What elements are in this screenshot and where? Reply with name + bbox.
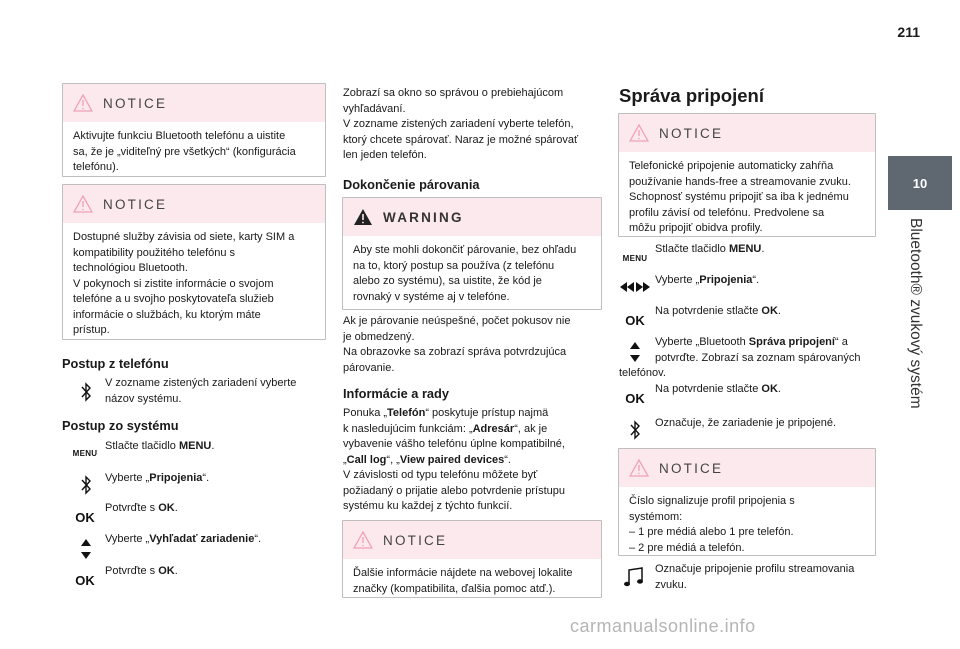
- notice-line: V pokynoch si zistite informácie o svojom: [73, 277, 274, 290]
- notice-box-5: [618, 448, 876, 556]
- notice-box-1: [62, 83, 326, 177]
- notice-title: NOTICE: [103, 196, 168, 212]
- warning-icon: [353, 208, 373, 226]
- notice-line: sa, že je „viditeľný pre všetkých“ (konfigurácia: [73, 145, 296, 158]
- ok-button-icon: OK: [75, 509, 95, 525]
- warning-line: alebo zo systému), sa uistite, že kód je: [353, 275, 542, 287]
- bluetooth-icon: [80, 380, 92, 404]
- notice-box-3: [342, 520, 602, 598]
- system-step-1: Stlačte tlačidlo MENU.: [105, 440, 215, 452]
- page-number: 211: [897, 24, 920, 40]
- up-down-arrows-icon: [80, 538, 92, 560]
- notice-line: Schopnosť systému pripojiť sa iba k jednému: [629, 191, 849, 203]
- notice-warning-icon: [629, 459, 649, 477]
- notice-line: Číslo signalizuje profil pripojenia s: [629, 495, 795, 507]
- notice-line: používanie hands-free a streamovanie zvuku.: [629, 175, 851, 188]
- pairing-fail-paragraph: Ak je párovanie neúspešné, počet pokusov nie je obmedzený. Na obrazovke sa zobrazí správa potvrdzujúca párovanie.: [343, 315, 571, 374]
- notice-warning-icon: [353, 531, 373, 549]
- notice-line: profilu závisí od telefónu. Predvolene sa: [629, 206, 825, 219]
- notice-line: môžu pripojiť obidva profily.: [629, 222, 763, 234]
- chapter-tab-title: Bluetooth® zvukový systém: [907, 218, 924, 409]
- notice-line: informácie o službách, ku ktorým máte: [73, 308, 261, 321]
- notice-line: Dostupné služby závisia od siete, karty SIM a: [73, 231, 295, 243]
- warning-line: na to, ktorý postup sa používa (z telefónu: [353, 259, 555, 272]
- bluetooth-icon: [80, 473, 92, 497]
- bluetooth-icon: [629, 418, 641, 442]
- conn-step-7: Označuje pripojenie profilu streamovania zvuku.: [655, 563, 855, 591]
- heading-from-phone: Postup z telefónu: [62, 356, 169, 371]
- heading-finish-pairing: Dokončenie párovania: [343, 177, 480, 192]
- notice-line: kompatibility použitého telefónu s: [73, 246, 236, 259]
- notice-title: NOTICE: [103, 95, 168, 111]
- system-step-4: Vyberte „Vyhľadať zariadenie“.: [105, 533, 262, 545]
- notice-warning-icon: [73, 94, 93, 112]
- conn-step-6: Označuje, že zariadenie je pripojené.: [655, 417, 837, 429]
- menu-button-icon: MENU: [72, 448, 98, 458]
- menu-button-icon: MENU: [622, 253, 648, 263]
- conn-step-5: Na potvrdenie stlačte OK.: [655, 383, 781, 395]
- section-title: Správa pripojení: [619, 85, 764, 106]
- warning-line: rovnaký v systéme aj v telefóne.: [353, 290, 510, 303]
- left-right-arrows-icon: [619, 281, 651, 293]
- ok-button-icon: OK: [625, 312, 645, 328]
- intro-paragraph: Zobrazí sa okno so správou o prebiehajúcom vyhľadávaní. V zozname zistených zariadení vyberte telefón, ktorý chcete spárovať. Naraz je možné spárovať len jeden telefón.: [343, 87, 579, 161]
- notice-line: Ďalšie informácie nájdete na webovej lokalite: [353, 567, 573, 579]
- conn-step-4-cont: telefónov.: [619, 367, 666, 379]
- info-paragraph: Ponuka „Telefón“ poskytuje prístup najmä k nasledujúcim funkciám: „Adresár“, ak je vybavenie vášho telefónu úplne kompatibilné, „Call log“, „View paired devices“. V závislosti od typu telefónu môžete byť požiadaný o prijatie alebo potvrdenie prístupu systému ku každej z týchto funkcií.: [343, 407, 565, 512]
- notice-line: – 2 pre médiá a telefón.: [629, 541, 745, 554]
- heading-info-tips: Informácie a rady: [343, 386, 449, 401]
- up-down-arrows-icon: [629, 341, 641, 363]
- conn-step-4: Vyberte „Bluetooth Správa pripojení“ a potvrďte. Zobrazí sa zoznam spárovaných: [655, 336, 861, 364]
- phone-step-text: V zozname zistených zariadení vyberte názov systému.: [105, 377, 297, 405]
- watermark: carmanualsonline.info: [570, 616, 756, 636]
- notice-warning-icon: [629, 124, 649, 142]
- conn-step-3: Na potvrdenie stlačte OK.: [655, 305, 781, 317]
- notice-line: telefóne a u svojho poskytovateľa služieb: [73, 293, 274, 305]
- notice-line: prístup.: [73, 324, 110, 336]
- notice-line: – 1 pre médiá alebo 1 pre telefón.: [629, 526, 794, 538]
- system-step-3: Potvrďte s OK.: [105, 502, 178, 514]
- ok-button-icon: OK: [625, 390, 645, 406]
- notice-line: systémom:: [629, 510, 683, 523]
- notice-title: NOTICE: [383, 532, 448, 548]
- notice-box-2: [62, 184, 326, 340]
- conn-step-1: Stlačte tlačidlo MENU.: [655, 243, 765, 255]
- notice-title: NOTICE: [659, 125, 724, 141]
- system-step-2: Vyberte „Pripojenia“.: [105, 472, 210, 484]
- ok-button-icon: OK: [75, 572, 95, 588]
- notice-box-4: [618, 113, 876, 237]
- conn-step-2: Vyberte „Pripojenia“.: [655, 274, 760, 286]
- notice-title: NOTICE: [659, 460, 724, 476]
- warning-line: Aby ste mohli dokončiť párovanie, bez ohľadu: [353, 244, 577, 256]
- system-step-5: Potvrďte s OK.: [105, 565, 178, 577]
- music-note-icon: [622, 566, 646, 588]
- notice-warning-icon: [73, 195, 93, 213]
- heading-from-system: Postup zo systému: [62, 418, 179, 433]
- notice-line: Aktivujte funkciu Bluetooth telefónu a uistite: [73, 130, 286, 142]
- notice-line: Telefonické pripojenie automaticky zahŕňa: [629, 160, 834, 172]
- warning-box: [342, 197, 602, 310]
- warning-title: WARNING: [383, 209, 464, 225]
- notice-line: telefónu).: [73, 161, 119, 173]
- chapter-tab-number: 10: [888, 156, 952, 210]
- notice-line: značky (kompatibilita, ďalšia pomoc atď.).: [353, 582, 556, 595]
- notice-line: technológiou Bluetooth.: [73, 262, 188, 274]
